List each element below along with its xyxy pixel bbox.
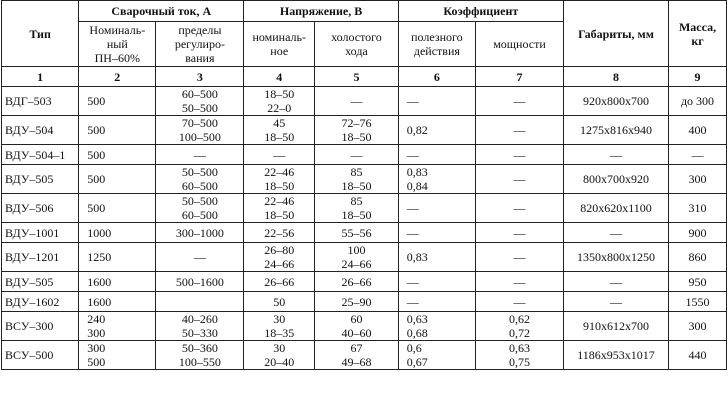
cell-efficiency: 0,83 0,84 <box>398 165 475 194</box>
header-power-factor: мощности <box>475 22 563 67</box>
column-number: 8 <box>563 67 668 87</box>
cell-efficiency: — <box>398 292 475 312</box>
cell-type: ВДУ–1602 <box>2 292 79 312</box>
cell-mass: 900 <box>669 223 727 243</box>
cell-nominal-voltage: 30 18–35 <box>244 312 315 341</box>
table-row <box>2 292 727 312</box>
cell-power-factor: — <box>475 272 563 292</box>
cell-mass: 300 <box>669 165 727 194</box>
cell-regulation-limits: 50–360 100–550 <box>156 341 244 370</box>
cell-efficiency: — <box>398 272 475 292</box>
cell-dimensions: 1186х953х1017 <box>563 341 668 370</box>
cell-mass: до 300 <box>669 87 727 116</box>
header-current-group: Сварочный ток, А <box>79 1 244 22</box>
cell-nominal-voltage: 50 <box>244 292 315 312</box>
cell-type: ВДУ–505 <box>2 165 79 194</box>
table-row <box>2 145 727 165</box>
table-body <box>2 87 727 370</box>
cell-nominal-current: 1250 <box>79 243 156 272</box>
cell-nominal-current: 1600 <box>79 272 156 292</box>
cell-efficiency: — <box>398 145 475 165</box>
column-number: 6 <box>398 67 475 87</box>
cell-dimensions: 1350х800х1250 <box>563 243 668 272</box>
cell-nominal-voltage: 22–46 18–50 <box>244 194 315 223</box>
cell-mass: 310 <box>669 194 727 223</box>
cell-type: ВДУ–504–1 <box>2 145 79 165</box>
cell-nominal-voltage: 22–46 18–50 <box>244 165 315 194</box>
cell-dimensions: 820х620х1100 <box>563 194 668 223</box>
cell-dimensions: 920х800х700 <box>563 87 668 116</box>
column-number: 7 <box>475 67 563 87</box>
cell-idle-voltage: 85 18–50 <box>315 194 399 223</box>
cell-nominal-voltage: 26–80 24–66 <box>244 243 315 272</box>
cell-nominal-current: 500 <box>79 165 156 194</box>
cell-idle-voltage: 67 49–68 <box>315 341 399 370</box>
table-row <box>2 243 727 272</box>
cell-nominal-current: 1000 <box>79 223 156 243</box>
cell-type: ВДУ–1201 <box>2 243 79 272</box>
cell-power-factor: — <box>475 243 563 272</box>
cell-idle-voltage: 26–66 <box>315 272 399 292</box>
cell-regulation-limits: 50–500 60–500 <box>156 194 244 223</box>
cell-power-factor: — <box>475 145 563 165</box>
cell-efficiency: 0,63 0,68 <box>398 312 475 341</box>
cell-mass: 950 <box>669 272 727 292</box>
cell-mass: 400 <box>669 116 727 145</box>
header-idle-voltage: холостого хода <box>315 22 399 67</box>
table-row <box>2 194 727 223</box>
cell-mass: 300 <box>669 312 727 341</box>
cell-nominal-current: 1600 <box>79 292 156 312</box>
cell-power-factor: — <box>475 292 563 312</box>
cell-nominal-current: 500 <box>79 116 156 145</box>
cell-mass: 440 <box>669 341 727 370</box>
cell-idle-voltage: 55–56 <box>315 223 399 243</box>
header-voltage-group: Напряжение, В <box>244 1 398 22</box>
cell-mass: 1550 <box>669 292 727 312</box>
cell-dimensions: — <box>563 145 668 165</box>
cell-nominal-voltage: 45 18–50 <box>244 116 315 145</box>
header-nominal-voltage: номиналь- ное <box>244 22 315 67</box>
column-number: 1 <box>2 67 79 87</box>
cell-regulation-limits: 50–500 60–500 <box>156 165 244 194</box>
cell-regulation-limits: 300–1000 <box>156 223 244 243</box>
cell-efficiency: 0,83 <box>398 243 475 272</box>
table-row <box>2 87 727 116</box>
cell-regulation-limits: — <box>156 145 244 165</box>
cell-mass: 860 <box>669 243 727 272</box>
cell-idle-voltage: 60 40–60 <box>315 312 399 341</box>
cell-efficiency: — <box>398 223 475 243</box>
cell-power-factor: — <box>475 116 563 145</box>
header-type: Тип <box>2 1 79 67</box>
cell-idle-voltage: 25–90 <box>315 292 399 312</box>
cell-dimensions: 1275х816х940 <box>563 116 668 145</box>
cell-nominal-current: 500 <box>79 145 156 165</box>
cell-type: ВСУ–300 <box>2 312 79 341</box>
column-number: 5 <box>315 67 399 87</box>
cell-idle-voltage: 72–76 18–50 <box>315 116 399 145</box>
cell-dimensions: — <box>563 272 668 292</box>
cell-nominal-current: 300 500 <box>79 341 156 370</box>
cell-type: ВДУ–1001 <box>2 223 79 243</box>
cell-power-factor: 0,62 0,72 <box>475 312 563 341</box>
header-dimensions: Габариты, мм <box>563 1 668 67</box>
cell-nominal-current: 240 300 <box>79 312 156 341</box>
table-row <box>2 272 727 292</box>
cell-idle-voltage: 85 18–50 <box>315 165 399 194</box>
cell-efficiency: 0,6 0,67 <box>398 341 475 370</box>
header-mass: Масса, кг <box>669 1 727 67</box>
cell-dimensions: 910х612х700 <box>563 312 668 341</box>
cell-regulation-limits: 60–500 50–500 <box>156 87 244 116</box>
header-efficiency: полезного действия <box>398 22 475 67</box>
column-number: 3 <box>156 67 244 87</box>
cell-power-factor: — <box>475 194 563 223</box>
cell-efficiency: — <box>398 194 475 223</box>
cell-power-factor: — <box>475 223 563 243</box>
cell-efficiency: — <box>398 87 475 116</box>
table-row <box>2 312 727 341</box>
cell-type: ВДУ–504 <box>2 116 79 145</box>
specs-table <box>1 0 727 370</box>
cell-type: ВДГ–503 <box>2 87 79 116</box>
column-number: 4 <box>244 67 315 87</box>
cell-nominal-current: 500 <box>79 87 156 116</box>
cell-regulation-limits: — <box>156 243 244 272</box>
cell-dimensions: 800х700х920 <box>563 165 668 194</box>
cell-type: ВСУ–500 <box>2 341 79 370</box>
cell-dimensions: — <box>563 292 668 312</box>
table-row <box>2 341 727 370</box>
cell-type: ВДУ–505 <box>2 272 79 292</box>
cell-mass: — <box>669 145 727 165</box>
cell-dimensions: — <box>563 223 668 243</box>
cell-efficiency: 0,82 <box>398 116 475 145</box>
cell-regulation-limits: 40–260 50–330 <box>156 312 244 341</box>
cell-nominal-voltage: — <box>244 145 315 165</box>
cell-idle-voltage: 100 24–66 <box>315 243 399 272</box>
cell-nominal-current: 500 <box>79 194 156 223</box>
cell-type: ВДУ–506 <box>2 194 79 223</box>
table-row <box>2 116 727 145</box>
cell-nominal-voltage: 22–56 <box>244 223 315 243</box>
header-coefficient-group: Коэффициент <box>398 1 563 22</box>
cell-power-factor: — <box>475 165 563 194</box>
cell-regulation-limits: 70–500 100–500 <box>156 116 244 145</box>
cell-idle-voltage: — <box>315 87 399 116</box>
cell-power-factor: — <box>475 87 563 116</box>
table-row <box>2 165 727 194</box>
cell-idle-voltage: — <box>315 145 399 165</box>
cell-nominal-voltage: 30 20–40 <box>244 341 315 370</box>
cell-regulation-limits <box>156 292 244 312</box>
column-number: 2 <box>79 67 156 87</box>
header-regulation-limits: пределы регулиро- вания <box>156 22 244 67</box>
column-number: 9 <box>669 67 727 87</box>
cell-nominal-voltage: 26–66 <box>244 272 315 292</box>
cell-regulation-limits: 500–1600 <box>156 272 244 292</box>
header-nominal-current: Номиналь- ный ПН–60% <box>79 22 156 67</box>
table-row <box>2 223 727 243</box>
cell-power-factor: 0,63 0,75 <box>475 341 563 370</box>
cell-nominal-voltage: 18–50 22–0 <box>244 87 315 116</box>
